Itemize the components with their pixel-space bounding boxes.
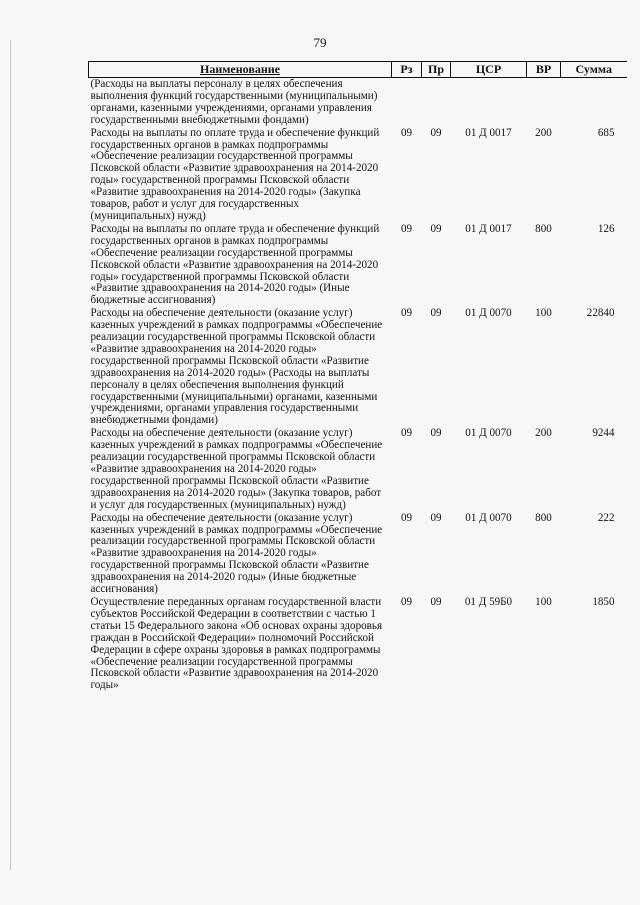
row-pr: 09	[430, 126, 442, 139]
row-csr: 01 Д 0070	[465, 307, 512, 320]
header-sum: Сумма	[561, 62, 627, 78]
row-rz: 09	[400, 427, 413, 440]
row-csr: 01 Д 59Б0	[464, 595, 513, 608]
row-vr: 200	[535, 427, 552, 440]
row-rz: 09	[400, 307, 413, 320]
page-binding-edge	[10, 40, 11, 870]
budget-table	[88, 61, 627, 692]
row-csr: 01 Д 0070	[465, 427, 512, 440]
row-vr: 200	[535, 126, 552, 139]
row-sum: 22840	[586, 307, 615, 320]
row-sum: 222	[597, 511, 615, 524]
header-csr: ЦСР	[451, 62, 527, 78]
row-csr: 01 Д 0017	[465, 222, 512, 235]
row-name: Расходы на выплаты по оплате труда и обеспечение функций государственных органов в рамках подпрограммы «Обеспечение реализации государственной программы Псковской области «Развитие здравоохранения на 2014-2020 годы» государственной программы Псковской области «Развитие здравоохранения на 2014-2020 годы» (Иные бюджетные ассигнования)	[90, 222, 380, 307]
row-csr: 01 Д 0017	[465, 126, 512, 139]
row-vr: 100	[535, 595, 552, 608]
row-sum	[561, 78, 627, 127]
table-row	[89, 223, 627, 307]
row-sum: 685	[597, 126, 615, 139]
header-name: Наименование	[89, 62, 392, 78]
header-rz: Рз	[392, 62, 422, 78]
row-csr	[451, 78, 527, 127]
row-pr: 09	[430, 222, 442, 235]
row-pr: 09	[430, 511, 442, 524]
row-rz	[392, 78, 422, 127]
row-rz: 09	[400, 222, 413, 235]
row-vr	[527, 78, 561, 127]
row-vr: 800	[535, 511, 552, 524]
row-name: Расходы на обеспечение деятельности (оказание услуг) казенных учреждений в рамках подпрограммы «Обеспечение реализации государственной программы Псковской области «Развитие здравоохранения на 2014-2020 годы» государственной программы Псковской области «Развитие здравоохранения на 2014-2020 годы» (Иные бюджетные ассигнования)	[90, 511, 383, 596]
table-row	[89, 78, 627, 127]
table-row	[89, 512, 627, 596]
row-sum: 126	[597, 222, 615, 235]
row-name: Расходы на выплаты по оплате труда и обеспечение функций государственных органов в рамках подпрограммы «Обеспечение реализации государственной программы Псковской области «Развитие здравоохранения на 2014-2020 годы» государственной программы Псковской области «Развитие здравоохранения на 2014-2020 годы» (Закупка товаров, работ и услуг для государственных (муниципальных) нужд)	[90, 126, 380, 222]
header-vr: ВР	[527, 62, 561, 78]
page-number: 79	[313, 35, 327, 50]
row-sum: 9244	[592, 427, 615, 440]
header-pr: Пр	[422, 62, 451, 78]
table-row	[89, 596, 627, 692]
row-rz: 09	[400, 511, 413, 524]
row-rz: 09	[400, 126, 413, 139]
row-rz: 09	[400, 595, 413, 608]
row-vr: 100	[535, 307, 552, 320]
table-header-row	[89, 62, 627, 78]
row-pr: 09	[430, 427, 442, 440]
row-csr: 01 Д 0070	[465, 511, 512, 524]
row-vr: 800	[535, 222, 552, 235]
table-row	[89, 307, 627, 427]
row-sum: 1850	[592, 595, 615, 608]
row-name: (Расходы на выплаты персоналу в целях обеспечения выполнения функций государственными (муниципальными) органами, казенными учреждениями, органами управления государственными внебюджетными фондами)	[90, 78, 378, 126]
row-name: Осуществление переданных органам государственной власти субъектов Российской Федерации в соответствии с частью 1 статьи 15 Федерального закона «Об основах охраны здоровья граждан в Российской Федерации» полномочий Российской Федерации в сфере охраны здоровья в рамках подпрограммы «Обеспечение реализации государственной программы Псковской области «Развитие здравоохранения на 2014-2020 годы»	[90, 595, 383, 692]
row-name: Расходы на обеспечение деятельности (оказание услуг) казенных учреждений в рамках подпрограммы «Обеспечение реализации государственной программы Псковской области «Развитие здравоохранения на 2014-2020 годы» государственной программы Псковской области «Развитие здравоохранения на 2014-2020 годы» (Закупка товаров, работ и услуг для государственных (муниципальных) нужд)	[90, 427, 383, 511]
row-name: Расходы на обеспечение деятельности (оказание услуг) казенных учреждений в рамках подпрограммы «Обеспечение реализации государственной программы Псковской области «Развитие здравоохранения на 2014-2020 годы» государственной программы Псковской области «Развитие здравоохранения на 2014-2020 годы» (Расходы на выплаты персоналу в целях обеспечения выполнения функций государственными (муниципальными) органами, казенными учреждениями, органами управления государственными внебюджетными фондами)	[90, 307, 383, 427]
row-pr	[422, 78, 451, 127]
row-pr: 09	[430, 307, 442, 320]
table-row	[89, 127, 627, 223]
row-pr: 09	[430, 595, 442, 608]
table-row	[89, 427, 627, 511]
